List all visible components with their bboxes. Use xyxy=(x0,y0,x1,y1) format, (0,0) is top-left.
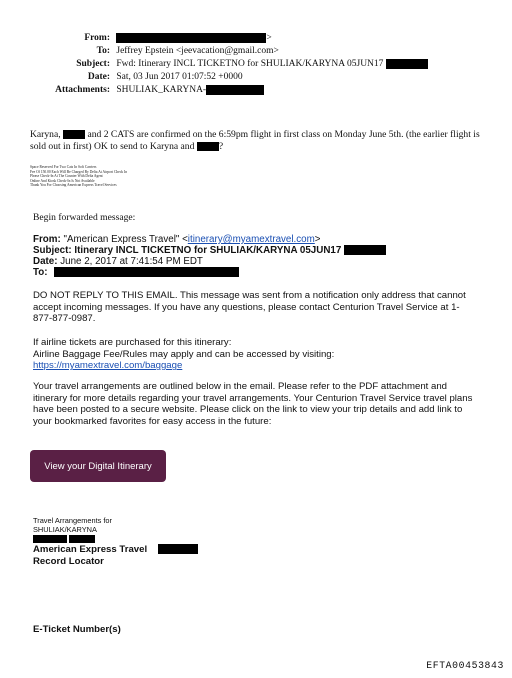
redaction-fwd-subject xyxy=(344,245,386,255)
amex-line1: American Express Travel xyxy=(33,544,148,555)
fine-print-line: Fee Of 150.00 Each Will Be Charged By Delta At Airport Check In xyxy=(30,169,128,174)
view-digital-itinerary-button[interactable]: View your Digital Itinerary xyxy=(30,450,166,482)
fwd-date-label: Date: xyxy=(33,256,58,267)
personal-note xyxy=(30,129,485,153)
date-label: Date: xyxy=(87,72,110,82)
redaction-arrangements-2 xyxy=(69,535,95,543)
arrangements-line2: SHULIAK/KARYNA xyxy=(33,525,97,534)
fine-print-line: Space Reserved For Two Cats In Soft Carriers xyxy=(30,165,97,169)
note-part1: Karyna, xyxy=(30,129,61,140)
to-label: To: xyxy=(96,46,110,56)
fwd-from-row xyxy=(33,234,493,245)
begin-forwarded: Begin forwarded message: xyxy=(33,212,136,223)
fwd-subject-value: Itinerary INCL TICKETNO for SHULIAK/KARYNA 05JUN17 xyxy=(74,245,342,256)
baggage-line2: Airline Baggage Fee/Rules may apply and can be accessed by visiting: xyxy=(33,348,335,360)
fine-print xyxy=(30,165,127,188)
redaction-note-1 xyxy=(63,130,85,139)
fwd-to-label: To: xyxy=(33,267,48,278)
note-part2: and 2 CATS are confirmed on the 6:59pm flight in first class on Monday June 5th. (the earlier xyxy=(87,129,448,140)
redaction-arrangements-1 xyxy=(33,535,67,543)
redaction-from xyxy=(116,33,266,43)
document-id: EFTA00453843 xyxy=(426,660,504,671)
header-attachments-row xyxy=(0,84,512,97)
redaction-record-locator xyxy=(158,544,198,554)
arrangements-line1: Travel Arrangements for xyxy=(33,516,113,525)
fwd-from-name: "American Express Travel" < xyxy=(63,234,188,245)
fwd-date-row xyxy=(33,256,493,267)
body-para-arrangements: Your travel arrangements are outlined below in the email. Please refer to the PDF attachment and itinerary for more details regarding your travel arrangements. Your Centurion Travel Service travel plans have been posted to a secure website. Please click on the link to view your trip details and add link to your bookmarked favorites for easy access in the future: xyxy=(33,381,473,427)
amex-line2: Record Locator xyxy=(33,556,104,567)
body-para-no-reply: DO NOT REPLY TO THIS EMAIL. This message was sent from a notification only address that cannot accept incoming messages. If you have any questions, please contact Centurion Travel Service at 1-877-877-0987. xyxy=(33,290,466,325)
redaction-subject xyxy=(386,59,428,69)
to-value[interactable]: Jeffrey Epstein <jeevacation@gmail.com> xyxy=(116,46,279,56)
attachments-value[interactable]: SHULIAK_KARYNA- xyxy=(116,85,207,95)
email-header xyxy=(0,32,512,97)
date-value: Sat, 03 Jun 2017 01:07:52 +0000 xyxy=(116,72,243,82)
fwd-subject-label: Subject: xyxy=(33,245,72,256)
subject-label: Subject: xyxy=(76,59,110,69)
fwd-date-value: June 2, 2017 at 7:41:54 PM EDT xyxy=(60,256,203,267)
header-to-row xyxy=(0,45,512,58)
header-subject-row xyxy=(0,58,512,71)
fwd-from-close: > xyxy=(314,234,321,245)
amex-travel-row xyxy=(33,544,198,556)
redaction-attachment xyxy=(206,85,264,95)
fine-print-line: Please Check-In At The Counter With Delta Agent xyxy=(30,174,103,179)
redaction-fwd-to xyxy=(54,267,239,277)
fine-print-line: Online And Kiosk Check-In Is Not Available xyxy=(30,178,95,183)
header-date-row xyxy=(0,71,512,84)
baggage-line1: If airline tickets are purchased for this itinerary: xyxy=(33,337,232,348)
fine-print-line: Thank You For Choosing American Express Travel Services xyxy=(30,183,117,188)
body-para-baggage xyxy=(33,337,473,372)
from-label: From: xyxy=(84,33,110,43)
fwd-from-label: From: xyxy=(33,234,61,245)
note-part4: ? xyxy=(218,141,224,152)
note-part3: flight is sold out in first) OK to send to Karyna and xyxy=(30,129,480,152)
subject-value: Fwd: Itinerary INCL TICKETNO for SHULIAK/KARYNA 05JUN17 xyxy=(116,59,384,69)
from-suffix: > xyxy=(266,33,272,43)
forwarded-header xyxy=(33,234,493,278)
fwd-to-row xyxy=(33,267,493,278)
header-from-row xyxy=(0,32,512,45)
baggage-link[interactable]: https://myamextravel.com/baggage xyxy=(33,360,183,372)
attachments-label: Attachments: xyxy=(55,85,110,95)
travel-arrangements xyxy=(33,516,112,543)
fwd-subject-row xyxy=(33,245,493,256)
arrangements-redaction-row xyxy=(33,534,112,543)
record-locator xyxy=(33,544,198,568)
eticket-heading: E-Ticket Number(s) xyxy=(33,624,121,635)
fwd-from-email-link[interactable]: itinerary@myamextravel.com xyxy=(187,234,315,245)
redaction-note-2 xyxy=(197,142,219,151)
